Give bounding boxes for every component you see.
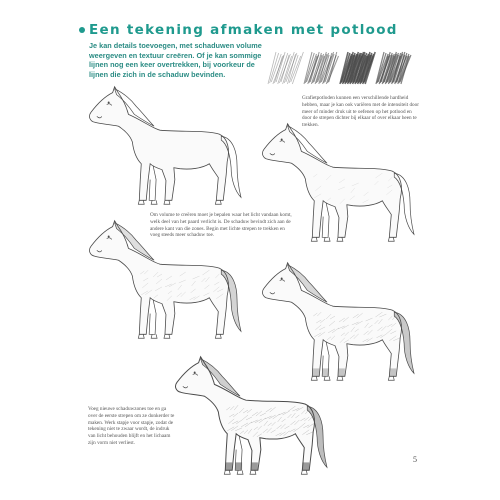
swatch-dense	[376, 52, 411, 84]
title-bullet	[79, 27, 85, 33]
note-shading: Voeg nieuwe schaduwzones toe en ga over de eerste strepen om ze donkerder te maken. Werk stapje voor stapje, zodat de tekening niet te zwaar wordt, de indruk van licht behouden blijft en het lichaam zijn vorm niet verliest.	[88, 406, 175, 446]
swatch-medium	[304, 52, 339, 84]
horse-drawing-step-2	[256, 117, 414, 247]
note-graphite: Grafietpotloden kunnen een verschillende hardheid hebben, maar je kan ook variëren met de intensiteit door meer of minder druk uit te oefenen op het potlood en door de strepen dichter bij elkaar of over elkaar heen te trekken.	[302, 95, 419, 129]
page-title: Een tekening afmaken met potlood	[89, 22, 398, 38]
pencil-swatches	[262, 48, 412, 88]
swatch-dark	[340, 52, 375, 84]
note-volume: Om volume te creëren moet je bepalen waar het licht vandaan komt, welk deel van het paard verlicht is. De schaduw bevindt zich aan de andere kant van die zones. Begin met lichte strepen te trekken en voeg steeds meer schaduw toe.	[150, 212, 292, 239]
horse-drawing-step-1	[83, 80, 241, 210]
page-number: 5	[413, 455, 417, 464]
horse-drawing-step-3	[83, 214, 241, 344]
horse-drawing-step-5	[169, 350, 327, 480]
swatch-light	[268, 52, 303, 84]
intro-paragraph: Je kan details toevoegen, met schaduwen volume weergeven en textuur creëren. Of je kan sommige lijnen nog een keer overtrekken, bij voorkeur de lijnen die zich in de schaduw bevinden.	[89, 41, 262, 79]
